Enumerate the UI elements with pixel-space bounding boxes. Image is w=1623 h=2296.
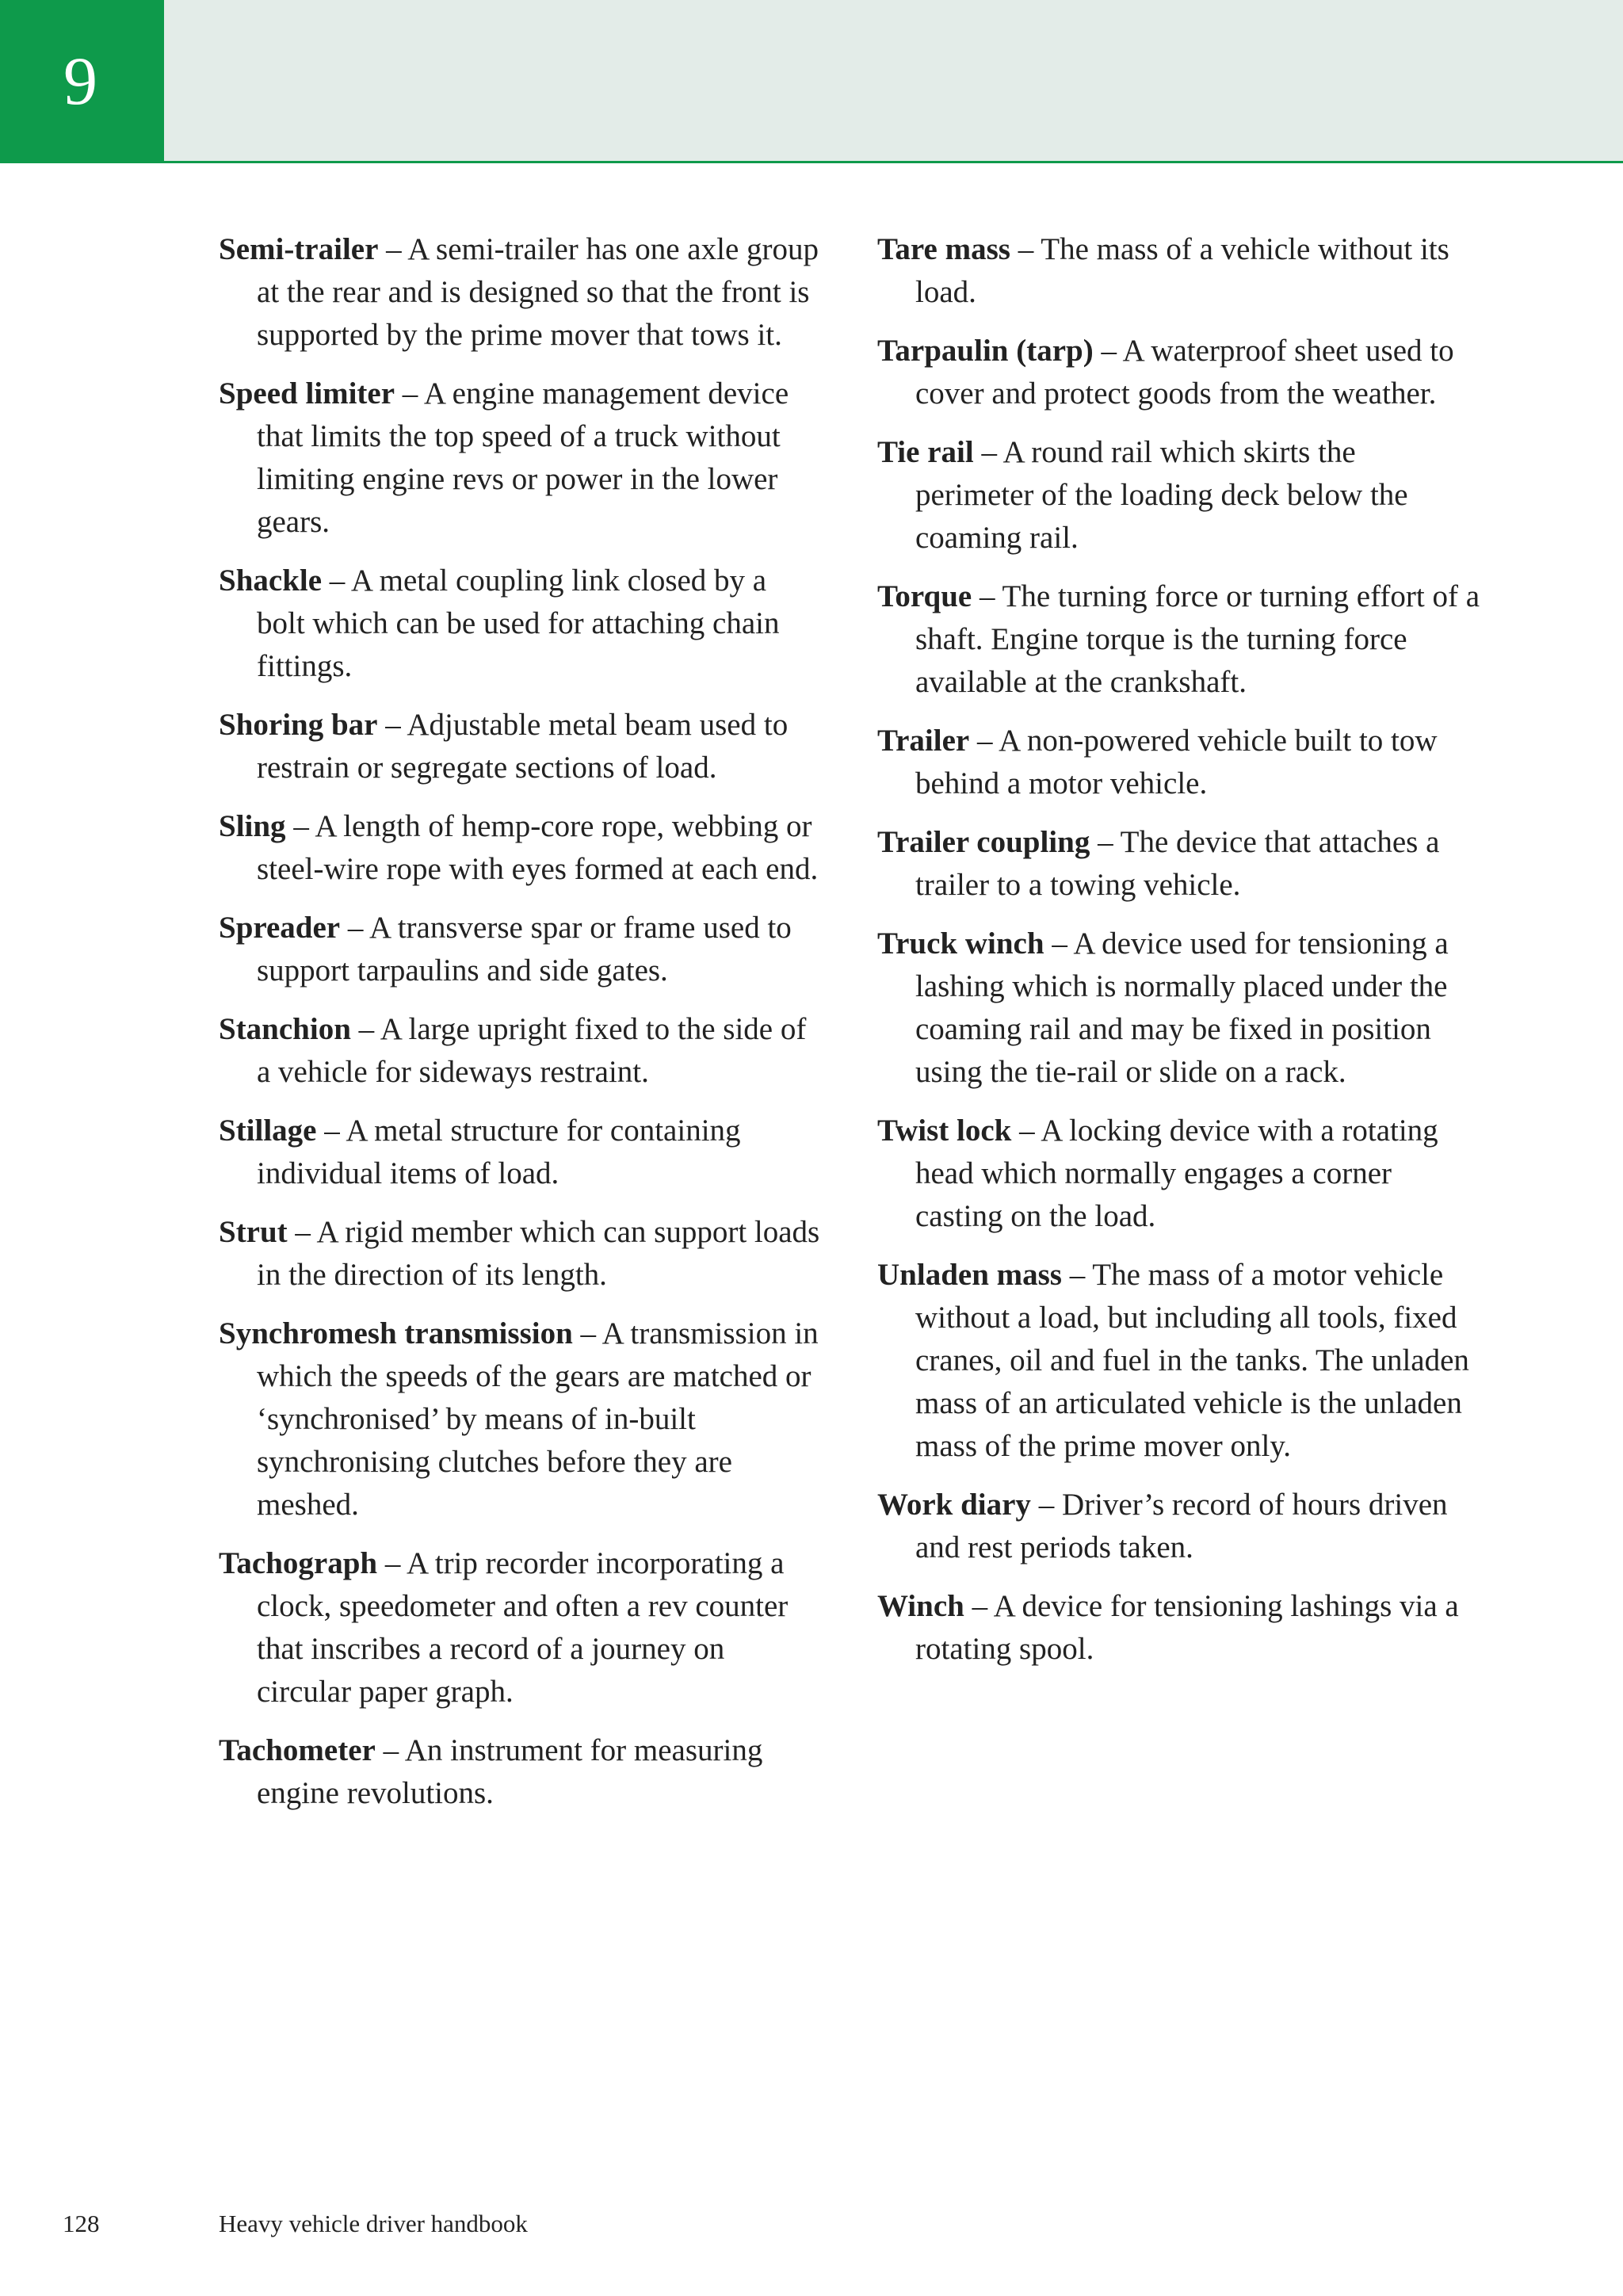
glossary-definition: – A transverse spar or frame used to support tarpaulins and side gates.: [257, 911, 792, 988]
glossary-entry: [219, 1312, 821, 1526]
glossary-entry: [219, 1008, 821, 1094]
glossary-entry: [877, 1110, 1480, 1238]
glossary-definition: – A engine management device that limits the top speed of a truck without limiting engine revs or power in the lower gears.: [257, 376, 789, 539]
glossary-term: Winch: [877, 1589, 964, 1623]
glossary-definition: – A round rail which skirts the perimeter of the loading deck below the coaming rail.: [915, 435, 1408, 555]
glossary-definition: – A metal structure for containing individual items of load.: [257, 1114, 741, 1190]
glossary-term: Stillage: [219, 1114, 317, 1148]
glossary-definition: – The turning force or turning effort of a shaft. Engine torque is the turning force available at the crankshaft.: [915, 579, 1480, 699]
book-title: Heavy vehicle driver handbook: [219, 2210, 528, 2237]
glossary-definition: – A transmission in which the speeds of the gears are matched or ‘synchronised’ by means of in-built synchronising clutches before they are meshed.: [257, 1316, 819, 1522]
glossary-entry: [219, 1542, 821, 1713]
glossary-definition: – A locking device with a rotating head which normally engages a corner casting on the load.: [915, 1114, 1438, 1233]
glossary-column-right: [877, 228, 1480, 1687]
glossary-definition: – The mass of a motor vehicle without a load, but including all tools, fixed cranes, oil and fuel in the tanks. The unladen mass of an articulated vehicle is the unladen mass of the prime mover only.: [915, 1258, 1469, 1463]
glossary-entry: [219, 907, 821, 992]
glossary-term: Trailer coupling: [877, 825, 1090, 859]
glossary-term: Synchromesh transmission: [219, 1316, 573, 1350]
glossary-term: Semi-trailer: [219, 232, 379, 266]
page-number: 128: [63, 2210, 100, 2237]
glossary-definition: – A large upright fixed to the side of a vehicle for sideways restraint.: [257, 1012, 807, 1089]
glossary-entry: [877, 575, 1480, 704]
glossary-term: Work diary: [877, 1488, 1031, 1522]
glossary-definition: – The mass of a vehicle without its load.: [915, 232, 1449, 309]
glossary-entry: [877, 1484, 1480, 1569]
glossary-column-left: [219, 228, 821, 1831]
glossary-definition: – A non-powered vehicle built to tow behind a motor vehicle.: [915, 724, 1438, 800]
glossary-term: Truck winch: [877, 926, 1044, 961]
header-band: [0, 0, 1623, 163]
glossary-entry: [219, 1729, 821, 1815]
glossary-definition: – A semi-trailer has one axle group at the rear and is designed so that the front is supported by the prime mover that tows it.: [257, 232, 819, 352]
glossary-term: Trailer: [877, 724, 970, 758]
glossary-entry: [877, 228, 1480, 314]
glossary-term: Torque: [877, 579, 972, 613]
glossary-entry: [219, 372, 821, 544]
glossary-entry: [219, 1211, 821, 1297]
glossary-entry: [877, 1585, 1480, 1671]
glossary-definition: – The device that attaches a trailer to a towing vehicle.: [915, 825, 1440, 902]
glossary-entry: [877, 330, 1480, 415]
glossary-entry: [219, 560, 821, 688]
chapter-tab: [0, 0, 164, 163]
glossary-term: Tarpaulin (tarp): [877, 334, 1094, 368]
glossary-term: Speed limiter: [219, 376, 395, 411]
glossary-term: Tachograph: [219, 1546, 378, 1580]
glossary-entry: [877, 821, 1480, 907]
glossary-entry: [877, 720, 1480, 805]
glossary-entry: [877, 431, 1480, 560]
glossary-entry: [877, 923, 1480, 1094]
glossary-term: Spreader: [219, 911, 341, 945]
glossary-entry: [219, 228, 821, 357]
glossary-definition: – A waterproof sheet used to cover and protect goods from the weather.: [915, 334, 1454, 411]
glossary-term: Stanchion: [219, 1012, 351, 1046]
glossary-definition: – A trip recorder incorporating a clock, speedometer and often a rev counter that inscribes a record of a journey on circular paper graph.: [257, 1546, 789, 1709]
glossary-term: Strut: [219, 1215, 288, 1249]
glossary-term: Shackle: [219, 563, 323, 598]
glossary-definition: – A rigid member which can support loads in the direction of its length.: [257, 1215, 820, 1292]
glossary-term: Shoring bar: [219, 708, 378, 742]
glossary-entry: [219, 704, 821, 789]
glossary-entry: [877, 1254, 1480, 1468]
glossary-definition: – Adjustable metal beam used to restrain or segregate sections of load.: [257, 708, 789, 785]
glossary-term: Unladen mass: [877, 1258, 1062, 1292]
glossary-term: Tare mass: [877, 232, 1010, 266]
glossary-definition: – A device used for tensioning a lashing which is normally placed under the coaming rail and may be fixed in position using the tie-rail or slide on a rack.: [915, 926, 1449, 1089]
glossary-definition: – A length of hemp-core rope, webbing or steel-wire rope with eyes formed at each end.: [257, 809, 819, 886]
glossary-entry: [219, 805, 821, 891]
glossary-term: Twist lock: [877, 1114, 1012, 1148]
glossary-definition: – An instrument for measuring engine revolutions.: [257, 1733, 763, 1810]
glossary-definition: – A device for tensioning lashings via a rotating spool.: [915, 1589, 1459, 1666]
glossary-definition: – A metal coupling link closed by a bolt which can be used for attaching chain fittings.: [257, 563, 780, 683]
glossary-definition: – Driver’s record of hours driven and rest periods taken.: [915, 1488, 1448, 1564]
glossary-term: Tie rail: [877, 435, 974, 469]
chapter-number: 9: [63, 43, 97, 119]
glossary-entry: [219, 1110, 821, 1195]
glossary-term: Sling: [219, 809, 286, 843]
glossary-term: Tachometer: [219, 1733, 376, 1767]
